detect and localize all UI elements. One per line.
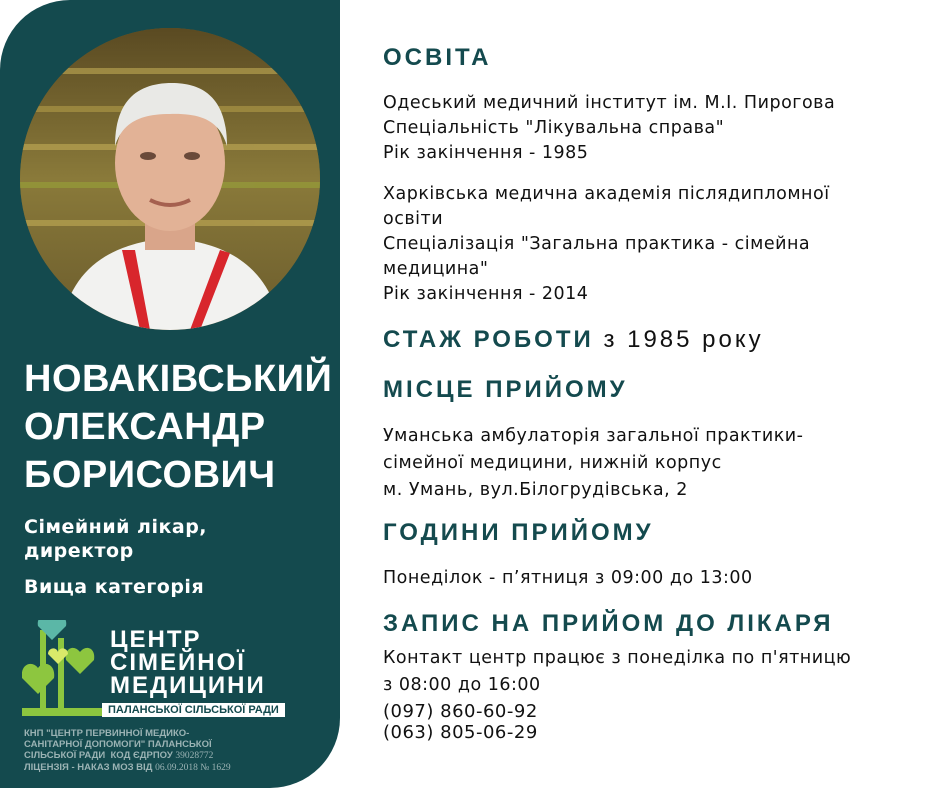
phone-2[interactable]: (063) 805-06-29 xyxy=(383,722,538,743)
hours-text: Понеділок - п’ятниця з 09:00 до 13:00 xyxy=(383,568,753,588)
hours-heading: ГОДИНИ ПРИЙОМУ xyxy=(383,519,654,546)
edu1-line-2: Спеціальність "Лікувальна справа" xyxy=(383,118,725,138)
role-line-2: директор xyxy=(24,540,134,562)
location-line-1: Уманська амбулаторія загальної практики- xyxy=(383,426,804,446)
legal-line-2: САНІТАРНОЇ ДОПОМОГИ" ПАЛАНСЬКОЇ xyxy=(24,739,212,750)
location-text xyxy=(383,423,803,504)
doctor-role xyxy=(24,515,207,563)
name-line-3: БОРИСОВИЧ xyxy=(24,454,276,496)
location-heading: МІСЦЕ ПРИЙОМУ xyxy=(383,376,628,403)
logo-line-2: СІМЕЙНОЇ xyxy=(110,649,246,676)
appointment-text xyxy=(383,645,851,699)
phone-list xyxy=(383,701,538,743)
name-line-2: ОЛЕКСАНДР xyxy=(24,406,266,448)
legal-line-4 xyxy=(24,762,324,774)
logo-line-1: ЦЕНТР xyxy=(110,626,202,653)
edu2-line-1: Харківська медична академія післядипломної xyxy=(383,184,830,204)
name-line-1: НОВАКІВСЬКИЙ xyxy=(24,358,333,400)
doctor-name xyxy=(24,355,334,499)
doctor-category: Вища категорія xyxy=(24,576,205,598)
logo-title xyxy=(110,628,266,697)
education-item-2 xyxy=(383,182,830,307)
legal-code: 39028772 xyxy=(175,751,214,761)
experience-heading xyxy=(383,326,764,354)
doctor-photo xyxy=(20,28,320,330)
legal-license-date: 06.09.2018 № 1629 xyxy=(155,763,231,773)
legal-council: СІЛЬСЬКОЇ РАДИ xyxy=(24,750,106,761)
experience-value: з 1985 року xyxy=(603,326,764,353)
experience-label: СТАЖ РОБОТИ xyxy=(383,326,594,353)
edu1-line-3: Рік закінчення - 1985 xyxy=(383,143,589,163)
location-line-2: сімейної медицини, нижній корпус xyxy=(383,453,722,473)
phone-1[interactable]: (097) 860-60-92 xyxy=(383,701,538,722)
appointment-line-1: Контакт центр працює з понеділка по п'ятницю xyxy=(383,648,852,668)
legal-license-label: ЛІЦЕНЗІЯ - НАКАЗ МОЗ ВІД xyxy=(24,762,153,773)
edu1-line-1: Одеський медичний інститут ім. М.І. Пирогова xyxy=(383,93,836,113)
appointment-heading: ЗАПИС НА ПРИЙОМ ДО ЛІКАРЯ xyxy=(383,610,834,637)
appointment-line-2: з 08:00 до 16:00 xyxy=(383,675,541,695)
role-line-1: Сімейний лікар, xyxy=(24,516,208,538)
legal-line-3 xyxy=(24,750,324,762)
edu2-line-5: Рік закінчення - 2014 xyxy=(383,284,589,304)
logo-line-3: МЕДИЦИНИ xyxy=(110,672,266,699)
edu2-line-3: Спеціалізація "Загальна практика - сімейна xyxy=(383,234,811,254)
location-line-3: м. Умань, вул.Білогрудівська, 2 xyxy=(383,480,688,500)
education-item-1 xyxy=(383,91,835,166)
edu2-line-2: освіти xyxy=(383,209,444,229)
edu2-line-4: медицина" xyxy=(383,259,489,279)
logo-subtitle: ПАЛАНСЬКОЇ СІЛЬСЬКОЇ РАДИ xyxy=(102,703,285,717)
legal-line-1: КНП "ЦЕНТР ПЕРВИННОЇ МЕДИКО- xyxy=(24,728,190,739)
legal-code-label: КОД ЄДРПОУ xyxy=(110,750,173,761)
education-heading: ОСВІТА xyxy=(383,44,492,71)
legal-info xyxy=(24,728,324,774)
